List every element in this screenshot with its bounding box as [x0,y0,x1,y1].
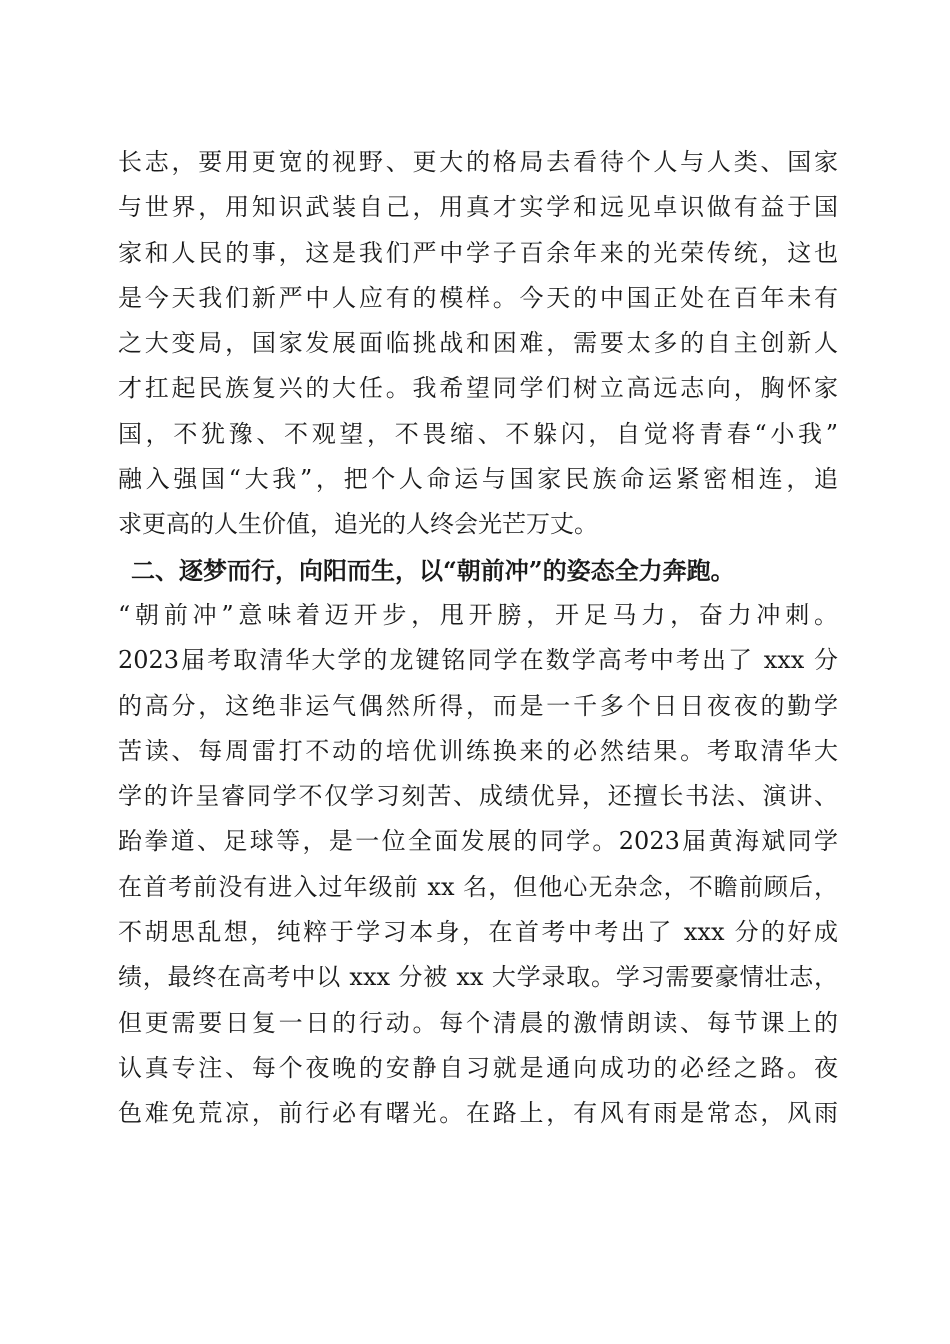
text-line: 才扛起民族复兴的大任。我希望同学们树立高远志向，胸怀家 [118,374,838,403]
section-heading: 二、逐梦而行，向阳而生，以“朝前冲”的姿态全力奔跑。 [131,555,735,585]
text-line: 色难免荒凉，前行必有曙光。在路上，有风有雨是常态，风雨 [118,1099,838,1128]
text-line: 的高分，这绝非运气偶然所得，而是一千多个日日夜夜的勤学 [118,691,838,720]
text-line: “朝前冲”意味着迈开步，甩开膀，开足马力，奋力冲刺。 [118,600,838,629]
text-line: 长志，要用更宽的视野、更大的格局去看待个人与人类、国家 [118,148,838,176]
text-line: 家和人民的事，这是我们严中学子百余年来的光荣传统，这也 [118,238,838,267]
text-line: 之大变局，国家发展面临挑战和困难，需要太多的自主创新人 [118,329,838,358]
text-line: 在首考前没有进入过年级前 xx 名，但他心无杂念，不瞻前顾后， [118,872,838,901]
text-line: 是今天我们新严中人应有的模样。今天的中国正处在百年未有 [118,283,838,312]
text-line: 但更需要日复一日的行动。每个清晨的激情朗读、每节课上的 [118,1008,838,1037]
text-line: 融入强国“大我”，把个人命运与国家民族命运紧密相连，追 [118,465,838,494]
text-line: 2023届考取清华大学的龙键铭同学在数学高考中考出了 xxx 分 [118,646,838,675]
text-line: 国，不犹豫、不观望，不畏缩、不躲闪，自觉将青春“小我” [118,419,838,448]
text-line: 跆拳道、足球等，是一位全面发展的同学。2023届黄海斌同学 [118,827,838,856]
text-line: 绩，最终在高考中以 xxx 分被 xx 大学录取。学习需要豪情壮志， [118,963,838,992]
text-line: 认真专注、每个夜晚的安静自习就是通向成功的必经之路。夜 [118,1053,838,1082]
text-line: 苦读、每周雷打不动的培优训练换来的必然结果。考取清华大 [118,736,838,765]
text-line: 与世界，用知识武装自己，用真才实学和远见卓识做有益于国 [118,193,838,222]
body-text [118,140,838,1137]
text-line: 求更高的人生价值，追光的人终会光芒万丈。 [118,510,598,539]
text-line: 学的许呈睿同学不仅学习刻苦、成绩优异，还擅长书法、演讲、 [118,782,838,811]
text-line: 不胡思乱想，纯粹于学习本身，在首考中考出了 xxx 分的好成 [118,918,838,947]
